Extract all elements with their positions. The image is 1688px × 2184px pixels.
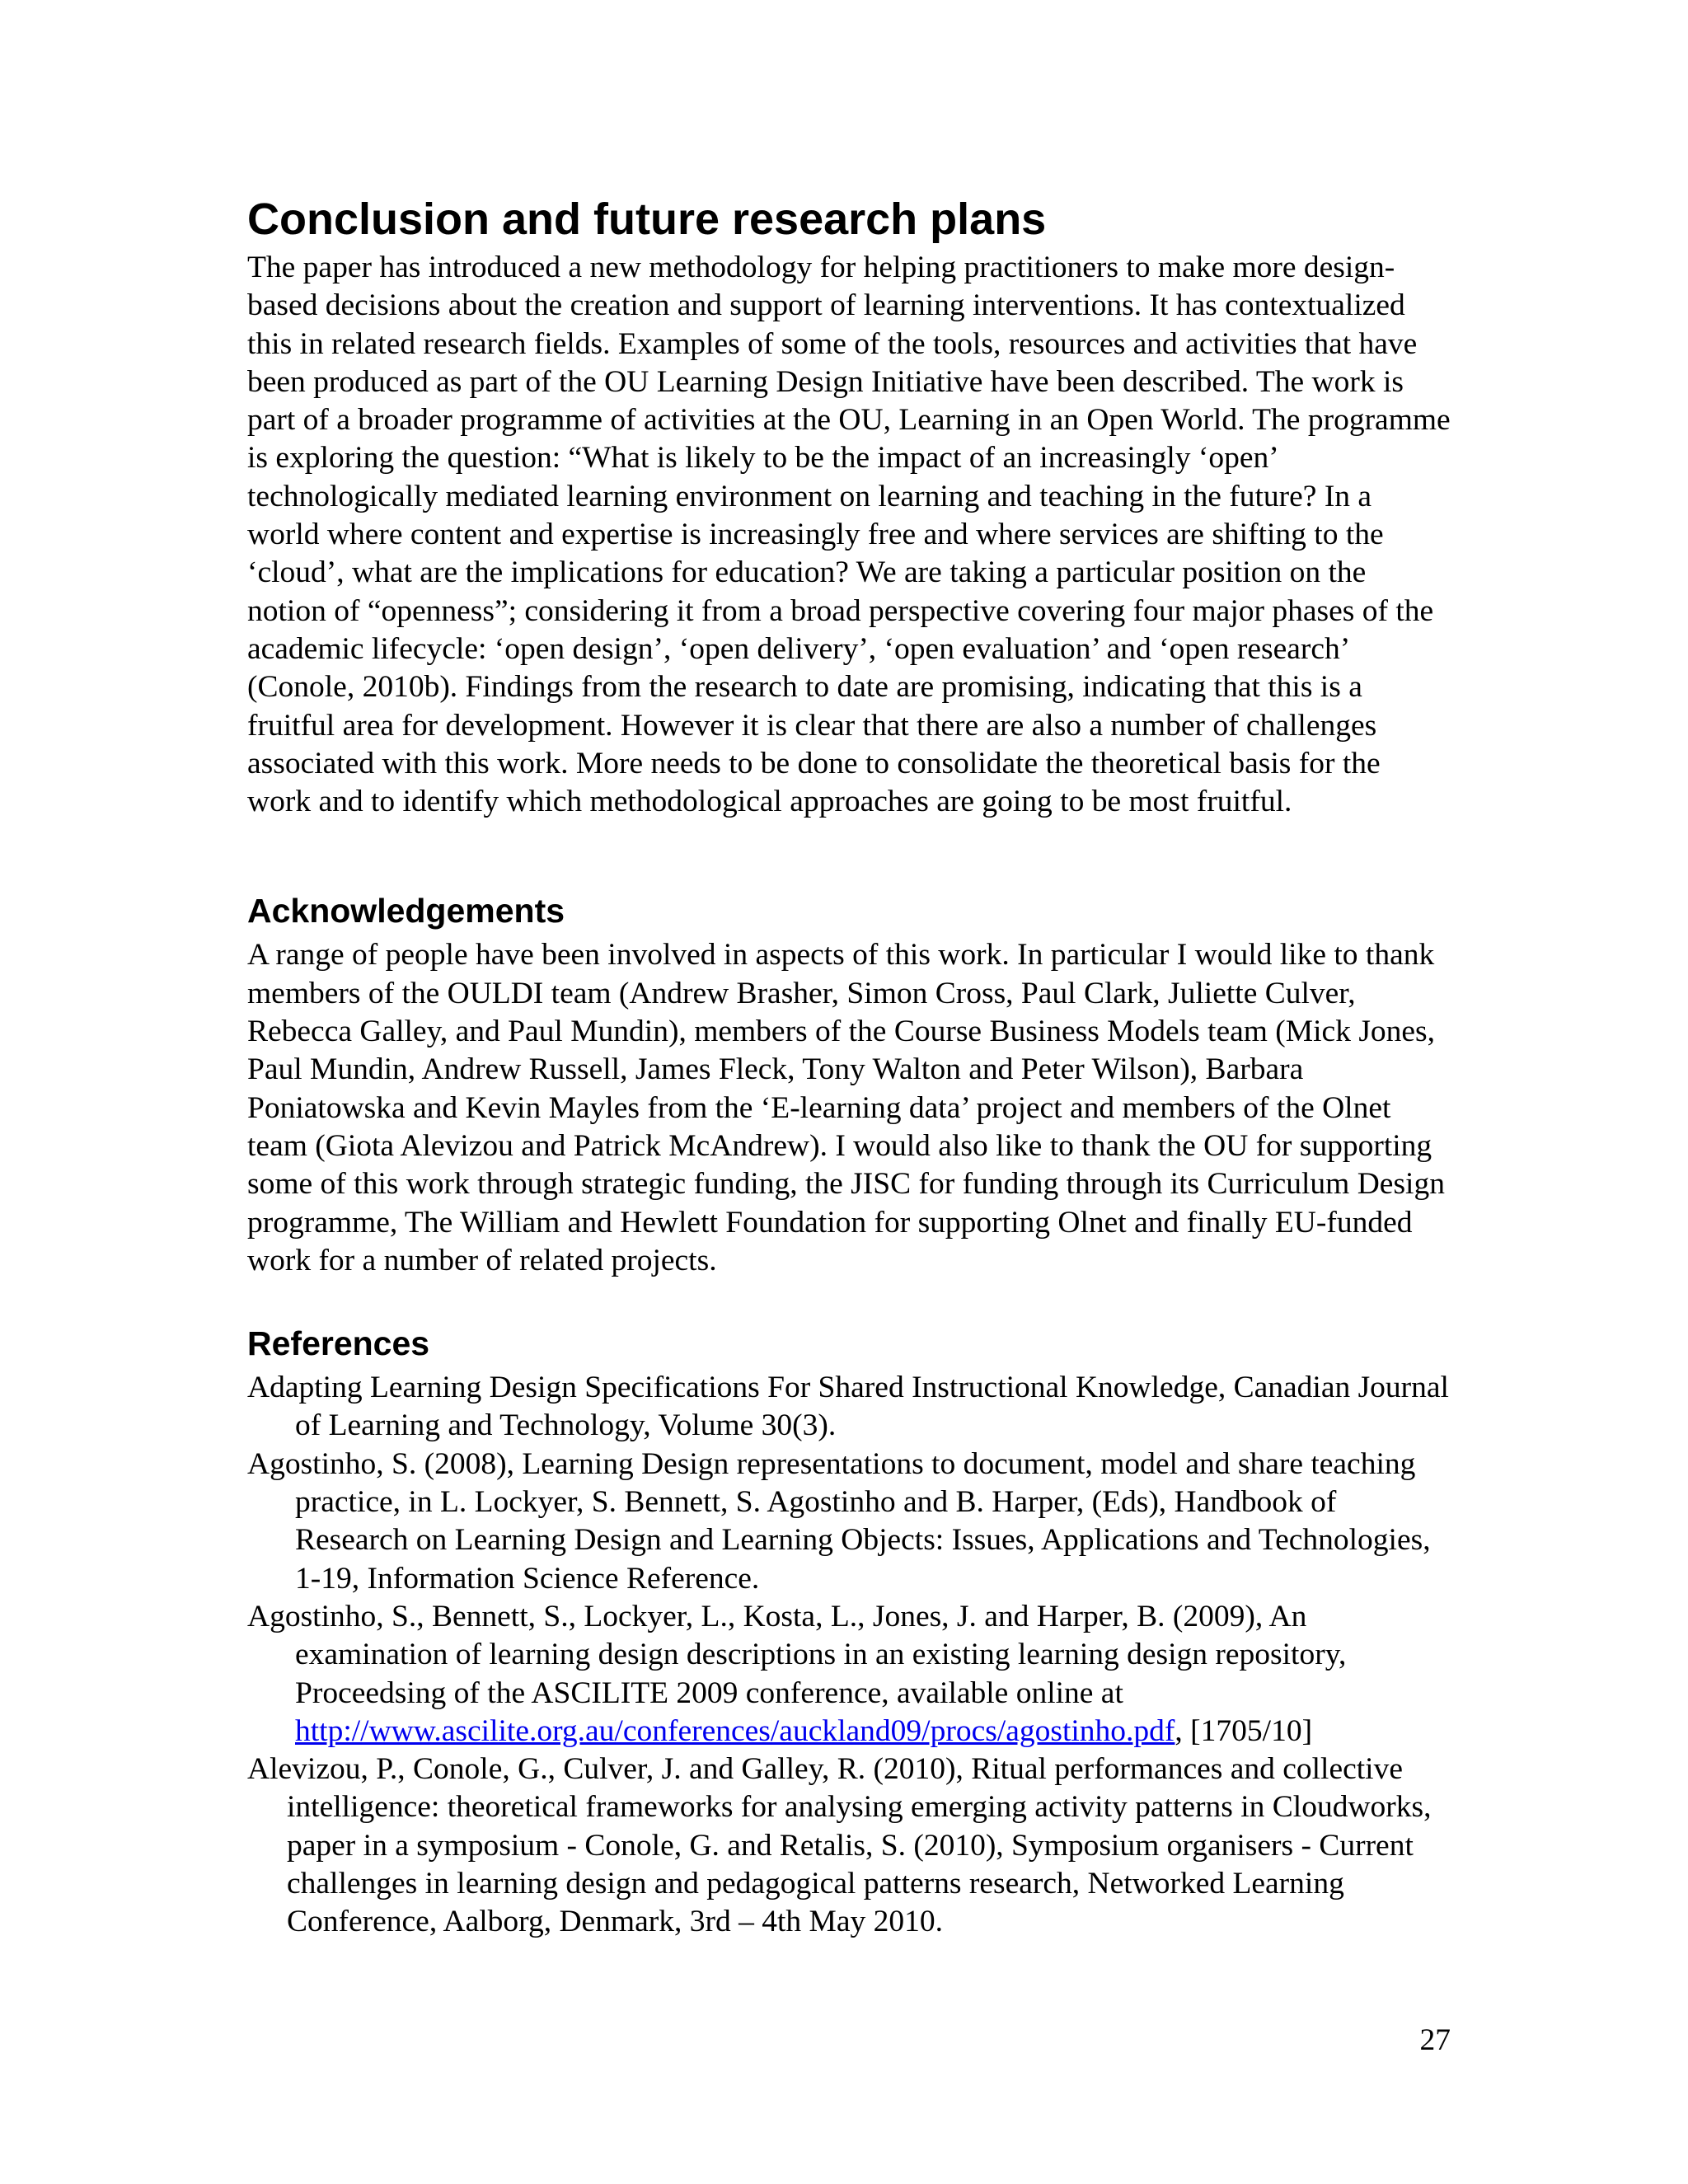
reference-text: Agostinho, S., Bennett, S., Lockyer, L., Kosta, L., Jones, J. and Harper, B. (2009), An examination of learning design descriptions in an existing learning design repository, Proceedsing of the ASCILITE 2009 conference, available online at — [247, 1599, 1347, 1710]
section-spacer — [247, 1280, 1451, 1323]
acknowledgements-heading: Acknowledgements — [247, 892, 565, 930]
acknowledgements-paragraph: A range of people have been involved in aspects of this work. In particular I would like to thank members of the OULDI team (Andrew Brasher, Simon Cross, Paul Clark, Juliette Culver, Rebecca Galley, and Paul Mundin), members of the Course Business Models team (Mick Jones, Paul Mundin, Andrew Russell, James Fleck, Tony Walton and Peter Wilson), Barbara Poniatowska and Kevin Mayles from the ‘E-learning data’ project and members of the Olnet team (Giota Alevizou and Patrick McAndrew). I would also like to thank the OU for supporting some of this work through strategic funding, the JISC for funding through its Curriculum Design programme, The William and Hewlett Foundation for supporting Olnet and finally EU-funded work for a number of related projects. — [247, 938, 1445, 1277]
reference-text: Alevizou, P., Conole, G., Culver, J. and Galley, R. (2010), Ritual performances and collective intelligence: theoretical frameworks for analysing emerging activity patterns in Cloudworks, paper in a symposium - Conole, G. and Retalis, S. (2010), Symposium organisers - Current challenges in learning design and pedagogical patterns research, Networked Learning Conference, Aalborg, Denmark, 3rd – 4th May 2010. — [247, 1752, 1432, 1939]
reference-text: Agostinho, S. (2008), Learning Design representations to document, model and share teaching practice, in L. Lockyer, S. Bennett, S. Agostinho and B. Harper, (Eds), Handbook of Research on Learning Design and Learning Objects: Issues, Applications and Technologies, 1-19, Information Science Reference. — [247, 1446, 1431, 1596]
reference-link[interactable]: http://www.ascilite.org.au/conferences/auckland09/procs/agostinho.pdf — [295, 1713, 1175, 1748]
section-spacer — [247, 821, 1451, 890]
conclusion-heading: Conclusion and future research plans — [247, 194, 1047, 244]
reference-item — [247, 1369, 1451, 1446]
reference-access-date: , [1705/10] — [1175, 1713, 1313, 1748]
reference-list — [247, 1369, 1451, 1941]
reference-text: Adapting Learning Design Specifications For Shared Instructional Knowledge, Canadian Journal of Learning and Technology, Volume 30(3). — [247, 1371, 1449, 1443]
reference-item — [247, 1446, 1451, 1598]
conclusion-section — [247, 193, 1451, 821]
conclusion-paragraph: The paper has introduced a new methodology for helping practitioners to make more design-based decisions about the creation and support of learning interventions. It has contextualized this in related research fields. Examples of some of the tools, resources and activities that have been produced as part of the OU Learning Design Initiative have been described. The work is part of a broader programme of activities at the OU, Learning in an Open World. The programme is exploring the question: “What is likely to be the impact of an increasingly ‘open’ technologically mediated learning environment on learning and teaching in the future? In a world where content and expertise is increasingly free and where services are shifting to the ‘cloud’, what are the implications for education? We are taking a particular position on the notion of “openness”; considering it from a broad perspective covering four major phases of the academic lifecycle: ‘open design’, ‘open delivery’, ‘open evaluation’ and ‘open research’ (Conole, 2010b). Findings from the research to date are promising, indicating that this is a fruitful area for development. However it is clear that there are also a number of challenges associated with this work. More needs to be done to consolidate the theoretical basis for the work and to identify which methodological approaches are going to be most fruitful. — [247, 251, 1451, 819]
acknowledgements-section — [247, 890, 1451, 1280]
page-content — [247, 193, 1451, 1942]
references-section — [247, 1323, 1451, 1941]
reference-item — [247, 1598, 1451, 1750]
page-number: 27 — [1419, 2023, 1451, 2057]
references-heading: References — [247, 1324, 430, 1363]
reference-item — [247, 1750, 1451, 1941]
